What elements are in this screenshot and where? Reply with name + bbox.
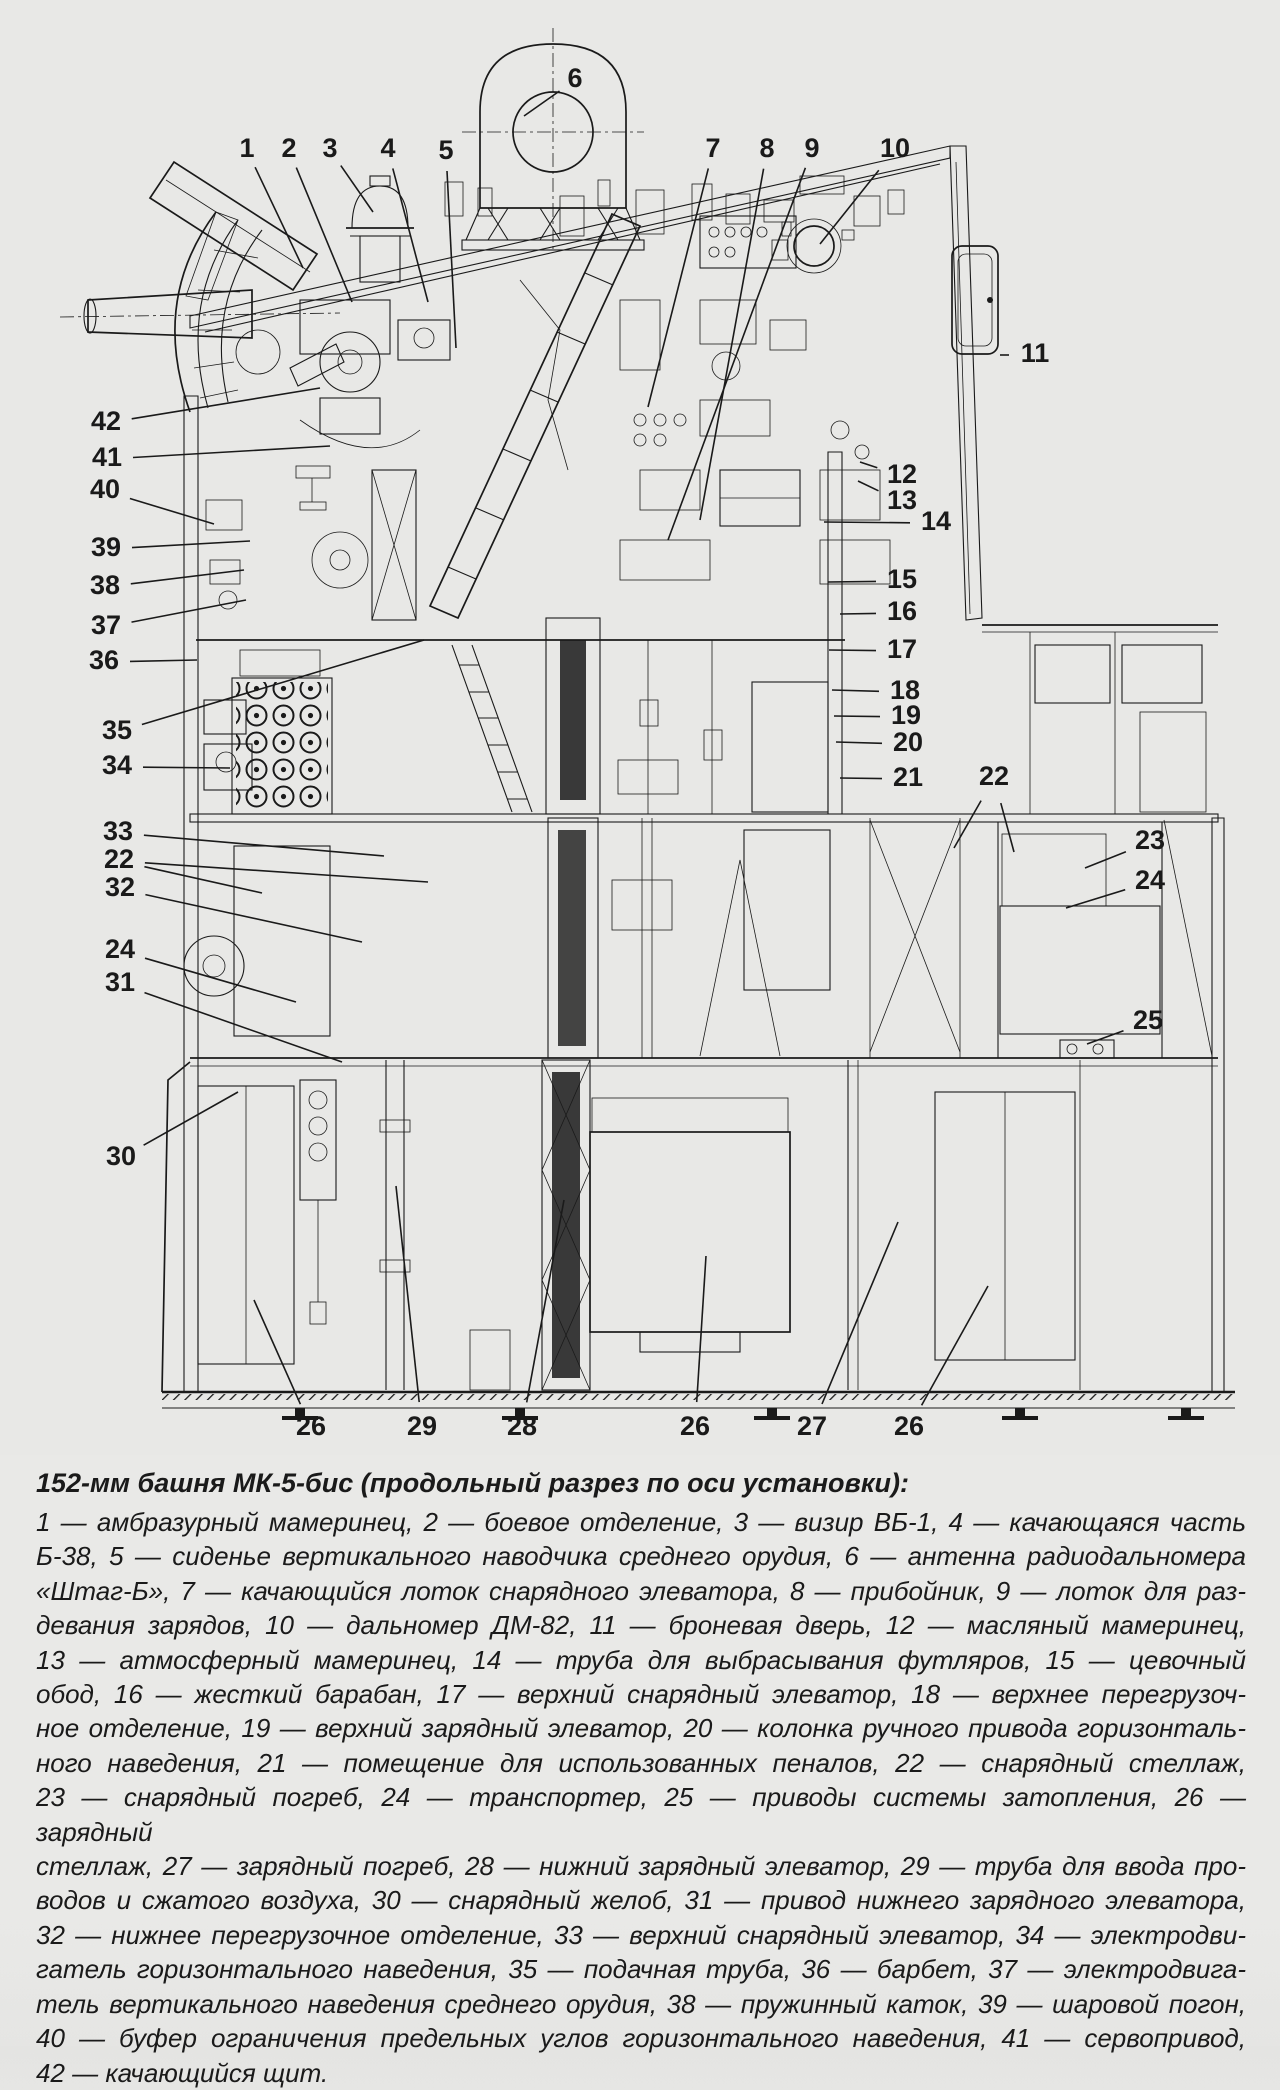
callout-number-7: 7 <box>705 133 721 164</box>
caption-legend <box>36 1505 1246 2090</box>
caption-line: «Штаг-Б», 7 — качающийся лоток снарядного элеватора, 8 — прибойник, 9 — лоток для раз- <box>36 1575 1246 1606</box>
callout-number-38: 38 <box>89 570 121 601</box>
callout-number-17: 17 <box>886 634 918 665</box>
callout-number-19: 19 <box>890 700 922 731</box>
caption-line: Б-38, 5 — сиденье вертикального наводчика среднего орудия, 6 — антенна радиодальномера <box>36 1541 1246 1572</box>
callout-leader-16 <box>840 613 876 614</box>
callout-number-29: 29 <box>406 1411 438 1442</box>
caption-line: стеллаж, 27 — зарядный погреб, 28 — нижний зарядный элеватор, 29 — труба для ввода про- <box>36 1851 1246 1882</box>
callout-number-20: 20 <box>892 727 924 758</box>
caption-line: 40 — буфер ограничения предельных углов горизонтального наведения, 41 — сервопривод, <box>36 2023 1246 2054</box>
callout-number-2: 2 <box>281 133 297 164</box>
callout-number-4: 4 <box>380 133 396 164</box>
figure-caption <box>0 1455 1280 2090</box>
caption-line: 13 — атмосферный мамеринец, 14 — труба для выбрасывания футляров, 15 — цевочный <box>36 1644 1246 1675</box>
callout-number-18: 18 <box>889 675 921 706</box>
callout-number-40: 40 <box>89 474 121 505</box>
caption-line: 42 — качающийся щит. <box>36 2057 329 2088</box>
caption-line: 32 — нижнее перегрузочное отделение, 33 — верхний снарядный элеватор, 34 — электродви- <box>36 1919 1246 1950</box>
caption-line: 23 — снарядный погреб, 24 — транспортер, 25 — приводы системы затопления, 26 — зарядный <box>36 1782 1246 1847</box>
callout-leader-19 <box>834 716 880 717</box>
callout-number-12: 12 <box>886 459 918 490</box>
callout-number-14: 14 <box>920 506 952 537</box>
callout-number-30: 30 <box>105 1141 137 1172</box>
caption-line: 1 — амбразурный мамеринец, 2 — боевое отделение, 3 — визир ВБ-1, 4 — качающаяся часть <box>36 1507 1246 1537</box>
callout-number-27: 27 <box>796 1411 828 1442</box>
callout-number-15: 15 <box>886 564 918 595</box>
callout-leader-34 <box>143 767 230 768</box>
callout-number-31: 31 <box>104 967 136 998</box>
callout-number-26: 26 <box>679 1411 711 1442</box>
callout-leader-14 <box>824 522 910 523</box>
caption-line: ного наведения, 21 — помещение для использованных пеналов, 22 — снарядный стеллаж, <box>36 1747 1246 1778</box>
callout-number-35: 35 <box>101 715 133 746</box>
callout-leader-17 <box>829 650 876 651</box>
caption-line: ное отделение, 19 — верхний зарядный элеватор, 20 — колонка ручного привода горизонталь- <box>36 1713 1246 1744</box>
caption-line: гатель горизонтального наведения, 35 — подачная труба, 36 — барбет, 37 — электродвига- <box>36 1954 1246 1985</box>
callout-number-41: 41 <box>91 442 123 473</box>
callout-number-36: 36 <box>88 645 120 676</box>
callout-number-26: 26 <box>893 1411 925 1442</box>
callout-number-11: 11 <box>1020 338 1050 369</box>
callout-number-34: 34 <box>101 750 133 781</box>
callout-number-37: 37 <box>90 610 122 641</box>
caption-line: обод, 16 — жесткий барабан, 17 — верхний снарядный элеватор, 18 — верхнее перегрузоч- <box>36 1679 1246 1710</box>
callout-number-39: 39 <box>90 532 122 563</box>
callout-number-25: 25 <box>1132 1005 1164 1036</box>
callout-leader-21 <box>840 778 882 779</box>
caption-line: девания зарядов, 10 — дальномер ДМ-82, 11 — броневая дверь, 12 — масляный мамеринец, <box>36 1610 1246 1641</box>
callout-number-32: 32 <box>104 872 136 903</box>
callout-number-8: 8 <box>759 133 775 164</box>
callout-number-3: 3 <box>322 133 338 164</box>
callout-number-21: 21 <box>892 762 924 793</box>
callout-number-10: 10 <box>879 133 911 164</box>
callout-number-1: 1 <box>239 133 255 164</box>
callout-number-13: 13 <box>886 485 918 516</box>
callout-number-16: 16 <box>886 596 918 627</box>
callout-number-24: 24 <box>1134 865 1166 896</box>
callout-leader-15 <box>828 581 876 582</box>
callout-number-5: 5 <box>438 135 454 166</box>
callout-number-22: 22 <box>978 761 1010 792</box>
callout-number-24: 24 <box>104 934 136 965</box>
callout-number-33: 33 <box>102 816 134 847</box>
caption-title: 152-мм башня МК-5-бис (продольный разрез по оси установки): <box>36 1468 909 1498</box>
callout-number-26: 26 <box>295 1411 327 1442</box>
callout-number-42: 42 <box>90 406 122 437</box>
caption-line: тель вертикального наведения среднего орудия, 38 — пружинный каток, 39 — шаровой погон, <box>36 1988 1246 2019</box>
caption-line: водов и сжатого воздуха, 30 — снарядный желоб, 31 — привод нижнего зарядного элеватора, <box>36 1885 1246 1916</box>
callout-number-6: 6 <box>567 63 583 94</box>
callout-number-9: 9 <box>804 133 820 164</box>
callout-number-23: 23 <box>1134 825 1166 856</box>
callout-number-22: 22 <box>103 844 135 875</box>
callout-number-28: 28 <box>506 1411 538 1442</box>
